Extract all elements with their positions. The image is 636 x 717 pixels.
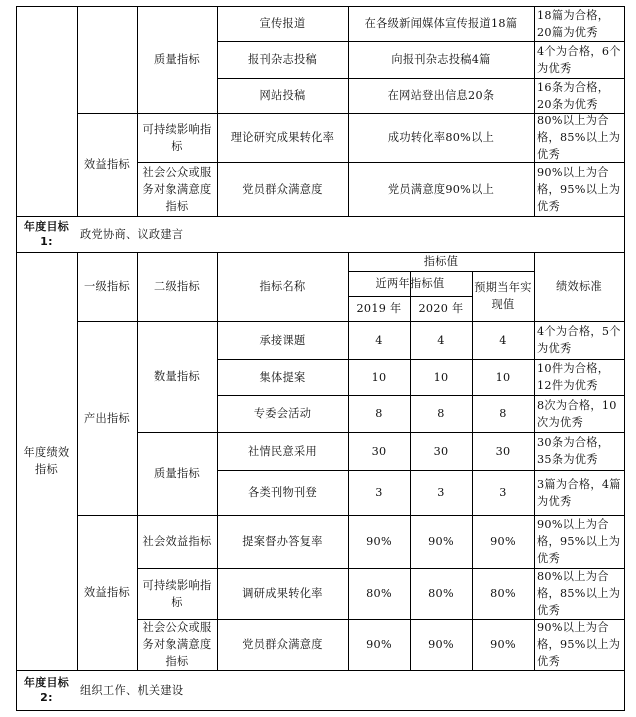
value-2020: 90%	[428, 535, 454, 548]
value-2020: 30	[433, 444, 449, 458]
header-level1: 一级指标	[84, 280, 130, 293]
value-2019: 8	[375, 407, 383, 420]
header-indicator-name: 指标名称	[259, 280, 306, 293]
quality-indicator-label: 质量指标	[154, 467, 200, 480]
indicator-name: 党员群众满意度	[242, 182, 323, 196]
expected-value: 90%	[490, 638, 516, 651]
header-indicator-value: 指标值	[423, 255, 459, 268]
value-2020: 10	[433, 370, 449, 384]
performance-standard: 3篇为合格，4篇为优秀	[537, 477, 621, 508]
header-year-2019: 2019 年	[356, 302, 402, 315]
output-indicator-label: 产出指标	[84, 411, 130, 425]
performance-standard: 10件为合格，12件为优秀	[537, 362, 610, 392]
performance-standard: 4个为合格，5个为优秀	[537, 325, 621, 355]
header-performance-standard: 绩效标准	[556, 280, 602, 293]
value-2020: 4	[437, 333, 445, 347]
header-level2: 二级指标	[154, 280, 200, 293]
sustainable-impact-indicator-label: 可持续影响指标	[142, 578, 212, 609]
value-2019: 90%	[366, 535, 392, 548]
value-2020: 90%	[428, 638, 454, 651]
indicator-name: 承接课题	[259, 333, 306, 347]
indicator-value: 党员满意度90%以上	[387, 182, 495, 196]
sub-indicator-label: 社会公众或服务对象满意度指标	[142, 165, 212, 213]
value-2020: 3	[437, 486, 445, 499]
indicator-name: 网站投稿	[259, 89, 306, 102]
indicator-value: 成功转化率80%以上	[387, 131, 495, 144]
expected-value: 30	[495, 444, 511, 458]
benefit-indicator-label: 效益指标	[84, 158, 130, 171]
indicator-name: 提案督办答复率	[242, 535, 323, 548]
header-recent-two-years: 近两年指标值	[375, 277, 445, 290]
value-2019: 3	[375, 486, 383, 499]
satisfaction-indicator-label: 社会公众或服务对象满意度指标	[142, 621, 212, 668]
indicator-name: 各类刊物刊登	[248, 486, 317, 499]
value-2020: 80%	[428, 587, 454, 600]
indicator-name: 理论研究成果转化率	[230, 131, 335, 144]
performance-standard: 90%以上为合格，95%以上为优秀	[537, 621, 621, 668]
header-year-2020: 2020 年	[418, 302, 464, 315]
annual-goal-2-text: 组织工作、机关建设	[80, 683, 184, 697]
indicator-name: 党员群众满意度	[242, 638, 323, 651]
annual-performance-indicators-label: 年度绩效指标	[23, 446, 70, 476]
value-2019: 30	[371, 444, 387, 458]
indicator-name: 集体提案	[259, 370, 306, 384]
performance-standard: 90%以上为合格，95%以上为优秀	[537, 165, 621, 213]
performance-standard: 4个为合格，6个为优秀	[537, 44, 621, 75]
indicator-value: 在网站登出信息20条	[387, 89, 495, 102]
performance-standard: 18篇为合格，20篇为优秀	[537, 8, 610, 39]
expected-value: 10	[495, 370, 511, 384]
indicator-value: 向报刊杂志投稿4篇	[391, 53, 491, 66]
annual-goal-1-text: 政党协商、议政建言	[80, 227, 184, 241]
indicator-name: 报刊杂志投稿	[248, 53, 317, 66]
performance-standard: 30条为合格，35条为优秀	[537, 436, 610, 466]
indicator-value: 在各级新闻媒体宣传报道18篇	[364, 17, 518, 30]
performance-standard: 80%以上为合格，85%以上为优秀	[537, 114, 621, 161]
value-2020: 8	[437, 407, 445, 420]
expected-value: 4	[499, 333, 507, 347]
indicator-name: 宣传报道	[259, 17, 306, 30]
performance-standard: 90%以上为合格，95%以上为优秀	[537, 518, 621, 565]
annual-goal-2-label: 年度目标2:	[23, 676, 70, 704]
social-benefit-indicator-label: 社会效益指标	[142, 535, 212, 548]
performance-standard: 80%以上为合格，85%以上为优秀	[537, 570, 621, 617]
annual-goal-1-label: 年度目标1:	[23, 220, 70, 248]
header-expected-value: 预期当年实现值	[474, 281, 532, 311]
value-2019: 10	[371, 370, 387, 384]
indicator-name: 调研成果转化率	[242, 587, 323, 600]
indicator-name: 社情民意采用	[248, 444, 317, 458]
expected-value: 8	[499, 407, 507, 420]
sub-indicator-label: 可持续影响指标	[142, 122, 212, 153]
quality-indicator-label: 质量指标	[154, 53, 200, 66]
expected-value: 80%	[490, 587, 516, 600]
performance-standard: 8次为合格，10次为优秀	[537, 398, 617, 429]
benefit-indicator-label: 效益指标	[84, 586, 130, 599]
value-2019: 4	[375, 333, 383, 347]
value-2019: 80%	[366, 587, 392, 600]
expected-value: 3	[499, 486, 507, 499]
value-2019: 90%	[366, 638, 392, 651]
quantity-indicator-label: 数量指标	[154, 370, 200, 383]
expected-value: 90%	[490, 535, 516, 548]
indicator-name: 专委会活动	[253, 407, 312, 420]
performance-standard: 16条为合格，20条为优秀	[537, 80, 610, 111]
